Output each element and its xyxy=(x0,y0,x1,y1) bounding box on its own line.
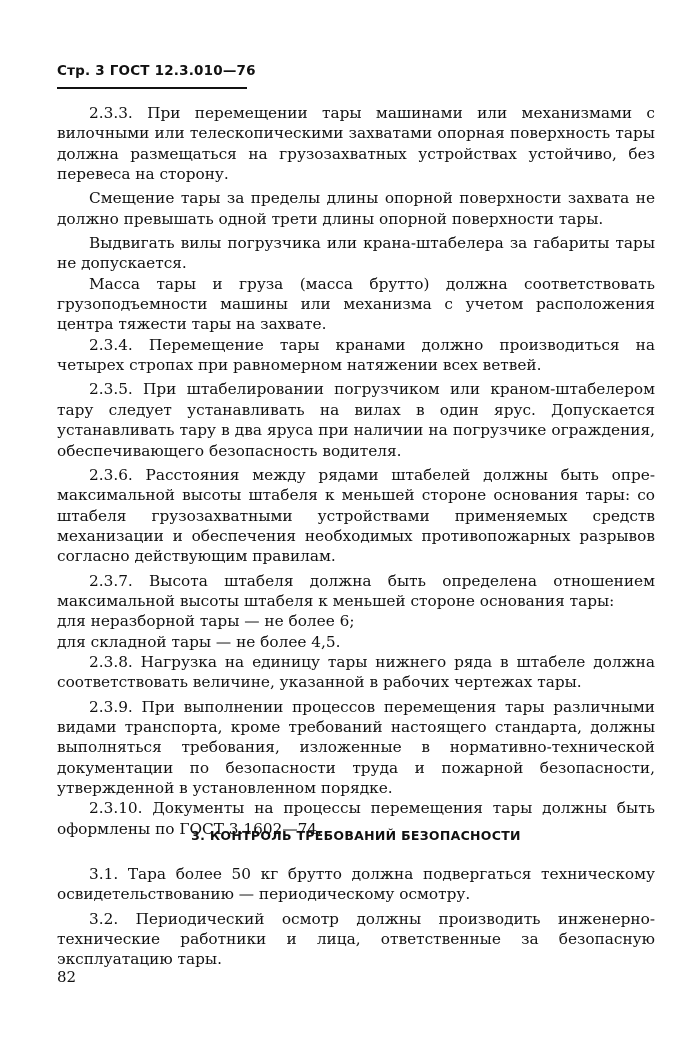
section-3-text xyxy=(57,864,655,970)
paragraph-2-3-8: 2.3.8. Нагрузка на единицу тары нижнего ряда в штабеле должна соответствовать величине, указанной в рабочих чертежах тары. xyxy=(57,652,655,692)
section-2-3-text xyxy=(57,103,655,839)
paragraph-offset: Смещение тары за пределы длины опорной поверхности захвата не должно превышать одной трети длины опорной поверхности тары. xyxy=(57,189,655,228)
paragraph-2-3-10: 2.3.10. Документы на процессы перемещения тары должны быть оформлены по ГОСТ 3.1602—74. xyxy=(57,799,655,838)
paragraph-forks: Выдвигать вилы погрузчика или крана-штабелера за габариты тары не допускается. xyxy=(57,234,655,273)
paragraph-3-2: 3.2. Периодический осмотр должны производить инженерно-технические работники и лица, ответственные за безопасную эксплуатацию тары. xyxy=(57,909,655,969)
list-item-nonfolding: для неразборной тары — не более 6; xyxy=(57,612,355,631)
paragraph-2-3-5: 2.3.5. При штабелировании погрузчиком или краном-штабелером тару следует устанавливать на вилах в один ярус. Допускается устанавливать тару в два яруса при наличии на погрузчике ограждения, обеспечивающего безопасность водителя. xyxy=(57,380,655,460)
paragraph-2-3-9: 2.3.9. При выполнении процессов перемещения тары различными видами транспорта, кроме требований настоящего стандарта, должны выполняться требования, изложенные в нормативно-технической документации по безопасности труда и пожарной безопасности, утвержденной в установленном порядке. xyxy=(57,697,655,797)
page-header: Стр. 3 ГОСТ 12.3.010—76 xyxy=(57,63,256,79)
paragraph-2-3-4: 2.3.4. Перемещение тары кранами должно производиться на четырех стропах при равномерном натяжении всех ветвей. xyxy=(57,335,655,375)
paragraph-2-3-3: 2.3.3. При перемещении тары машинами или механизмами с вилочными или телескопическими захватами опорная поверхность тары должна размещаться на грузозахватных устройствах устойчиво, без перевеса на сторону. xyxy=(57,104,655,184)
header-rule xyxy=(57,87,247,89)
paragraph-mass: Масса тары и груза (масса брутто) должна соответствовать грузоподъемности машины или механизма с учетом расположения центра тяжести тары на захвате. xyxy=(57,274,655,334)
paragraph-2-3-7: 2.3.7. Высота штабеля должна быть определена отношением максимальной высоты штабеля к меньшей стороне основания тары: xyxy=(57,571,655,610)
paragraph-2-3-6: 2.3.6. Расстояния между рядами штабелей должны быть опре-максимальной высоты штабеля к меньшей стороне основания тары: со штабеля грузозахватными устройствами применяемых средств механизации и обеспечения необходимых противопожарных разрывов согласно действующим правилам. xyxy=(57,465,655,566)
list-item-folding: для складной тары — не более 4,5. xyxy=(57,632,341,651)
paragraph-3-1: 3.1. Тара более 50 кг брутто должна подвергаться техническому освидетельствованию — периодическому осмотру. xyxy=(57,865,655,904)
section-3-title: 3. КОНТРОЛЬ ТРЕБОВАНИЙ БЕЗОПАСНОСТИ xyxy=(191,828,521,843)
page-number: 82 xyxy=(57,968,77,986)
